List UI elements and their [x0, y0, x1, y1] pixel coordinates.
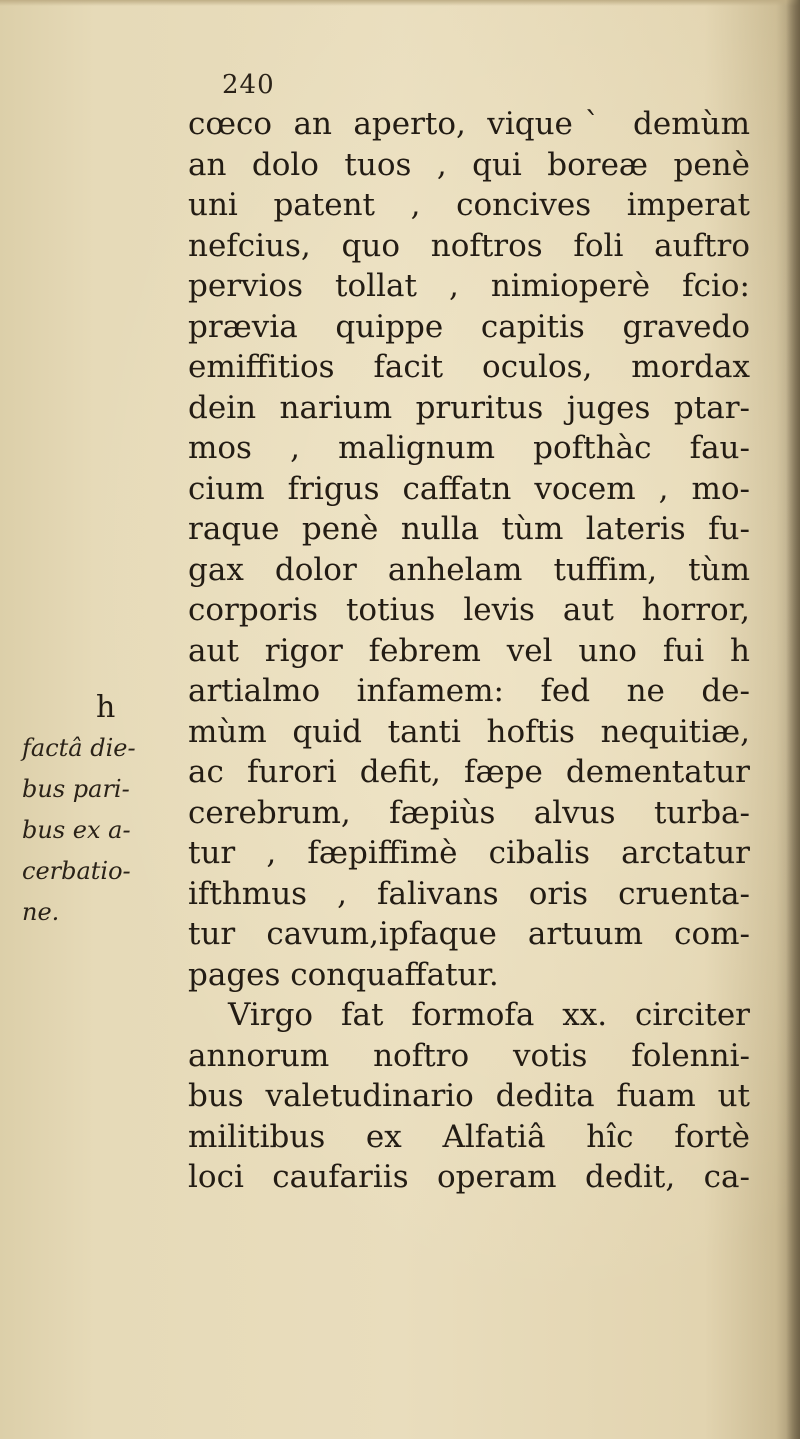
body-text: [188, 104, 750, 1198]
marginal-note-line: bus ex a-: [22, 816, 131, 844]
text-line: tur , fæpiffimè cibalis arctatur: [188, 835, 750, 871]
text-line: cium frigus caffatn vocem , mo-: [188, 470, 750, 507]
text-line: militibus ex Alfatiâ hîc fortè: [188, 1118, 750, 1155]
marginal-note: [22, 728, 192, 933]
text-line: gax dolor anhelam tuffim, tùm: [188, 551, 750, 588]
margin-reference-letter: h: [96, 690, 116, 725]
text-line: uni patent , concives imperat: [188, 187, 750, 223]
text-line: an dolo tuos , qui boreæ penè: [188, 146, 750, 183]
text-line: ac furori defit, fæpe dementatur: [188, 754, 750, 790]
text-line: corporis totius levis aut horror,: [188, 592, 750, 628]
text-line: tur cavum,ipfaque artuum com-: [188, 916, 750, 952]
marginal-note-line: cerbatio-: [22, 857, 131, 885]
marginal-note-line: ne.: [22, 898, 60, 926]
text-line: cerebrum, fæpiùs alvus turba-: [188, 794, 750, 831]
text-line: pervios tollat , nimioperè fcio:: [188, 268, 750, 304]
text-line: dein narium pruritus juges ptar-: [188, 389, 750, 426]
text-line: loci caufariis operam dedit, ca-: [188, 1159, 750, 1195]
page-top-shadow: [0, 0, 800, 6]
text-line: artialmo infamem: fed ne de-: [188, 673, 750, 709]
text-line: emiffitios facit oculos, mordax: [188, 349, 750, 385]
page-gutter-shadow: [786, 0, 800, 1439]
text-line: pages conquaffatur.: [188, 956, 499, 993]
page-number: 240: [222, 70, 275, 100]
text-line: bus valetudinario dedita fuam ut: [188, 1078, 750, 1114]
text-line: prævia quippe capitis gravedo: [188, 308, 750, 345]
paragraph-first-line: Virgo fat formofa xx. circiter: [228, 997, 750, 1033]
text-line: ifthmus , falivans oris cruenta-: [188, 875, 750, 912]
text-line: nefcius, quo noftros foli auftro: [188, 227, 750, 264]
text-line: cœco an aperto, viqueˋ demùm: [188, 106, 750, 142]
text-line: aut rigor febrem vel uno fui h: [188, 632, 750, 669]
marginal-note-line: factâ die-: [22, 734, 136, 762]
text-line: annorum noftro votis folenni-: [188, 1037, 750, 1074]
text-line: raque penè nulla tùm lateris fu-: [188, 511, 750, 547]
text-line: mos , malignum pofthàc fau-: [188, 430, 750, 466]
marginal-note-line: bus pari-: [22, 775, 130, 803]
text-line: mùm quid tanti hoftis nequitiæ,: [188, 713, 750, 750]
